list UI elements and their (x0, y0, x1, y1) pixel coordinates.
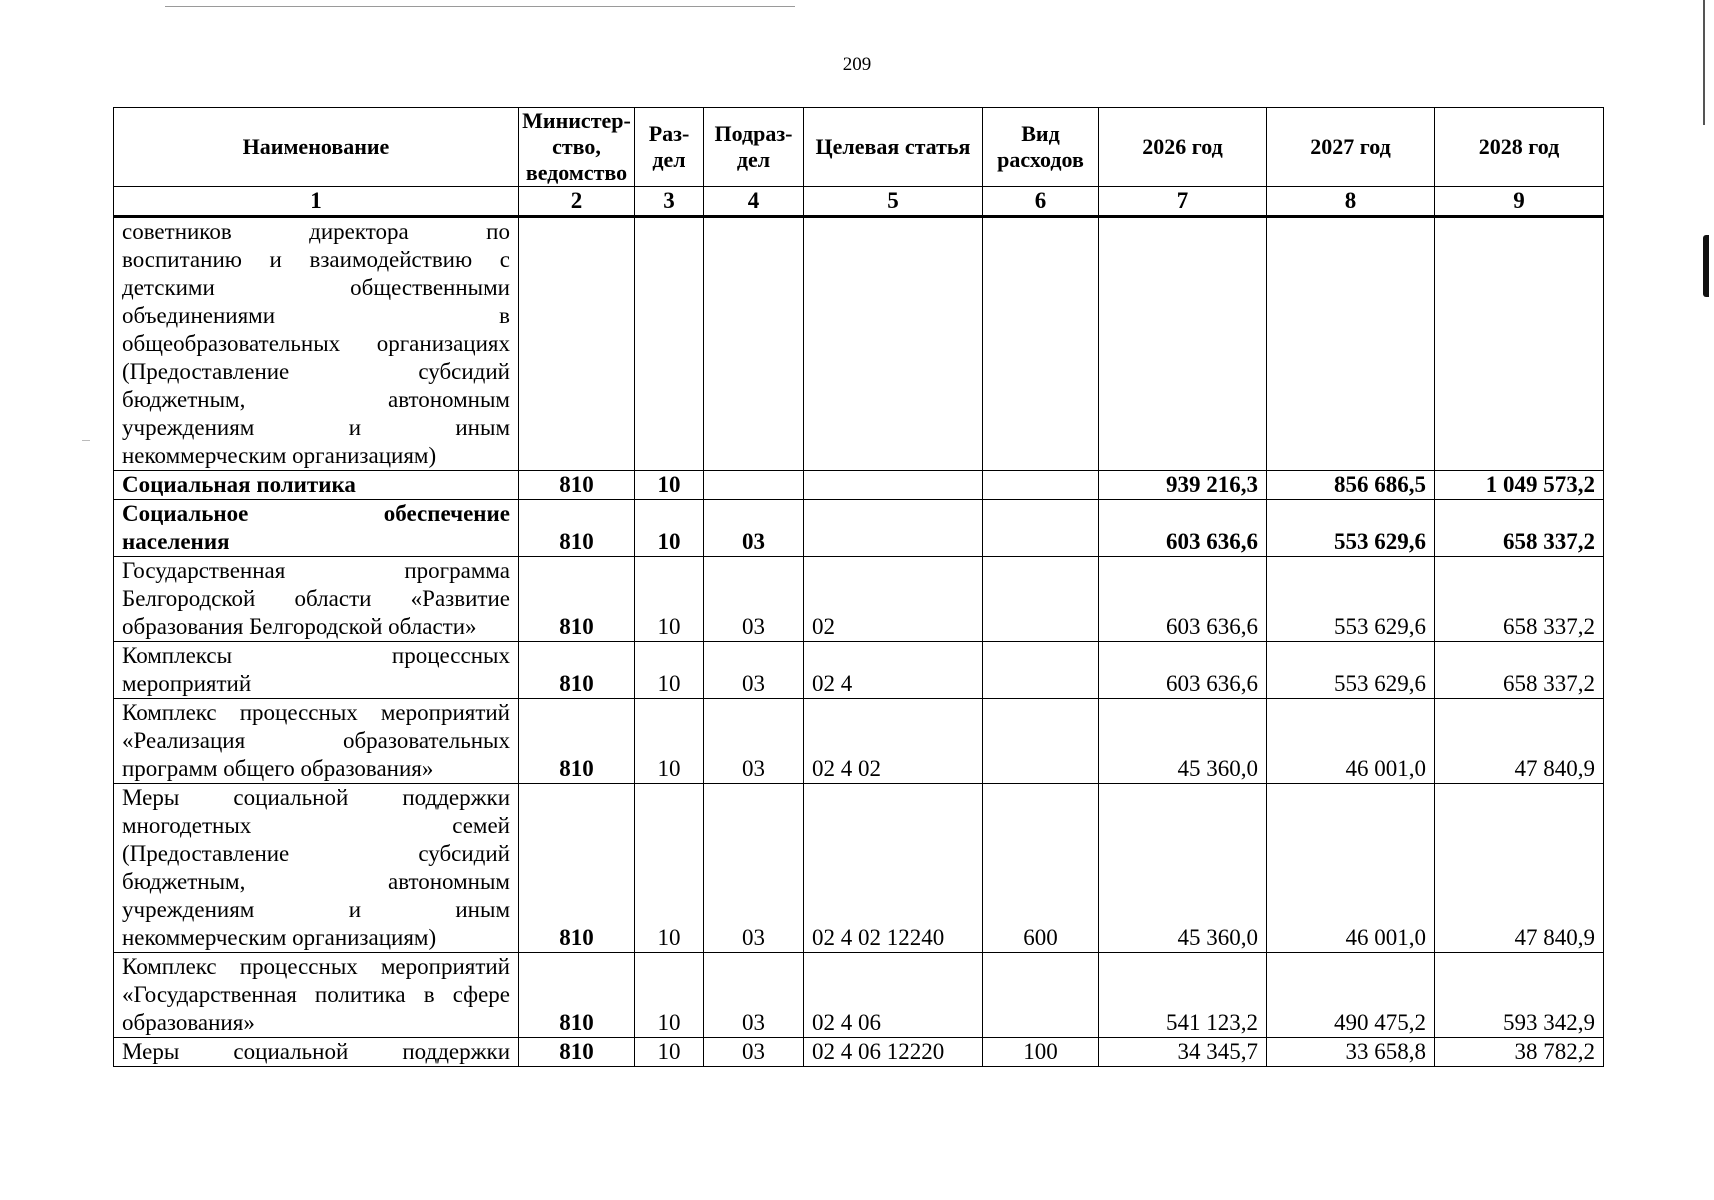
cell-2026: 603 636,6 (1099, 557, 1267, 642)
name-line: населения (122, 529, 230, 554)
cell-target: 02 (804, 557, 983, 642)
table-row (114, 557, 1604, 642)
cell-ministry: 810 (519, 471, 635, 500)
cell-2027: 46 001,0 (1267, 699, 1435, 784)
name-line: «Государственная политика в сфере (122, 982, 510, 1007)
cell-2026: 541 123,2 (1099, 953, 1267, 1038)
cell-name (114, 500, 519, 557)
name-line: Комплекс процессных мероприятий (122, 954, 510, 979)
cell-expense-type (983, 699, 1099, 784)
cell-section: 10 (635, 784, 704, 953)
cell-2028: 593 342,9 (1435, 953, 1604, 1038)
name-line: Социальное обеспечение (122, 501, 510, 526)
name-line: многодетных семей (122, 813, 510, 838)
cell-ministry: 810 (519, 1038, 635, 1067)
name-line: «Реализация образовательных (122, 728, 510, 753)
cell-2028: 658 337,2 (1435, 642, 1604, 699)
table-row (114, 784, 1604, 953)
cell-2027: 46 001,0 (1267, 784, 1435, 953)
name-line: общеобразовательных организациях (122, 331, 510, 356)
header-ministry: Министер-ство, ведомство (519, 108, 635, 187)
name-line: (Предоставление субсидий (122, 359, 510, 384)
cell-expense-type (983, 471, 1099, 500)
cell-target (804, 471, 983, 500)
cell-ministry: 810 (519, 557, 635, 642)
column-number: 1 (114, 187, 519, 217)
scan-speck (82, 440, 90, 441)
name-line: Меры социальной поддержки (122, 785, 510, 810)
page-number: 209 (842, 54, 872, 75)
cell-2028: 658 337,2 (1435, 557, 1604, 642)
name-line: Государственная программа (122, 558, 510, 583)
cell-name (114, 642, 519, 699)
cell-section: 10 (635, 1038, 704, 1067)
cell-expense-type (983, 217, 1099, 471)
cell-subsection (704, 471, 804, 500)
column-number: 9 (1435, 187, 1604, 217)
name-line: учреждениям и иным (122, 415, 510, 440)
cell-subsection: 03 (704, 557, 804, 642)
column-number: 4 (704, 187, 804, 217)
column-number: 2 (519, 187, 635, 217)
name-line: Комплексы процессных (122, 643, 510, 668)
table-row (114, 217, 1604, 471)
column-number: 3 (635, 187, 704, 217)
cell-ministry: 810 (519, 642, 635, 699)
cell-2028: 47 840,9 (1435, 699, 1604, 784)
cell-target (804, 217, 983, 471)
name-line: воспитанию и взаимодействию с (122, 247, 510, 272)
name-line: некоммерческим организациям) (122, 443, 437, 468)
cell-name (114, 471, 519, 500)
name-line: (Предоставление субсидий (122, 841, 510, 866)
cell-ministry (519, 217, 635, 471)
table-row (114, 699, 1604, 784)
cell-section: 10 (635, 699, 704, 784)
table-row (114, 1038, 1604, 1067)
cell-ministry: 810 (519, 699, 635, 784)
name-line: объединениями в (122, 303, 510, 328)
cell-subsection: 03 (704, 953, 804, 1038)
header-2026: 2026 год (1099, 108, 1267, 187)
cell-name (114, 953, 519, 1038)
name-line: учреждениям и иным (122, 897, 510, 922)
cell-section: 10 (635, 500, 704, 557)
cell-2028 (1435, 217, 1604, 471)
cell-2028: 47 840,9 (1435, 784, 1604, 953)
column-number: 5 (804, 187, 983, 217)
cell-subsection: 03 (704, 642, 804, 699)
cell-2027: 553 629,6 (1267, 557, 1435, 642)
cell-2026: 45 360,0 (1099, 699, 1267, 784)
cell-name (114, 699, 519, 784)
cell-2027: 490 475,2 (1267, 953, 1435, 1038)
cell-2027: 856 686,5 (1267, 471, 1435, 500)
cell-name (114, 1038, 519, 1067)
cell-name (114, 784, 519, 953)
cell-ministry: 810 (519, 953, 635, 1038)
name-line: советников директора по (122, 219, 510, 244)
cell-target: 02 4 (804, 642, 983, 699)
header-section: Раз-дел (635, 108, 704, 187)
name-line: некоммерческим организациям) (122, 925, 437, 950)
cell-section (635, 217, 704, 471)
column-number: 7 (1099, 187, 1267, 217)
table-row (114, 642, 1604, 699)
scan-binding-mark (1703, 235, 1709, 297)
name-line: Меры социальной поддержки (122, 1039, 510, 1064)
header-2028: 2028 год (1435, 108, 1604, 187)
cell-2026 (1099, 217, 1267, 471)
name-line: программ общего образования» (122, 756, 434, 781)
cell-2026: 45 360,0 (1099, 784, 1267, 953)
cell-expense-type: 100 (983, 1038, 1099, 1067)
cell-2026: 939 216,3 (1099, 471, 1267, 500)
header-2027: 2027 год (1267, 108, 1435, 187)
header-target: Целевая статья (804, 108, 983, 187)
cell-subsection: 03 (704, 699, 804, 784)
name-line: Комплекс процессных мероприятий (122, 700, 510, 725)
table-row (114, 471, 1604, 500)
cell-ministry: 810 (519, 784, 635, 953)
header-type: Вид расходов (983, 108, 1099, 187)
name-line: бюджетным, автономным (122, 869, 510, 894)
cell-target: 02 4 02 (804, 699, 983, 784)
cell-subsection: 03 (704, 784, 804, 953)
cell-2026: 603 636,6 (1099, 642, 1267, 699)
cell-subsection: 03 (704, 1038, 804, 1067)
budget-table (113, 107, 1604, 1067)
cell-target: 02 4 06 (804, 953, 983, 1038)
cell-subsection: 03 (704, 500, 804, 557)
column-number: 8 (1267, 187, 1435, 217)
cell-2027: 553 629,6 (1267, 500, 1435, 557)
cell-expense-type (983, 557, 1099, 642)
cell-target: 02 4 02 12240 (804, 784, 983, 953)
name-line: образования» (122, 1010, 255, 1035)
header-name: Наименование (114, 108, 519, 187)
cell-2026: 34 345,7 (1099, 1038, 1267, 1067)
scan-top-line (165, 6, 795, 7)
cell-section: 10 (635, 642, 704, 699)
cell-2028: 658 337,2 (1435, 500, 1604, 557)
name-line: детскими общественными (122, 275, 510, 300)
cell-2027: 33 658,8 (1267, 1038, 1435, 1067)
cell-2027 (1267, 217, 1435, 471)
cell-ministry: 810 (519, 500, 635, 557)
table-row (114, 953, 1604, 1038)
name-line: бюджетным, автономным (122, 387, 510, 412)
cell-2028: 38 782,2 (1435, 1038, 1604, 1067)
column-number-row (114, 187, 1604, 217)
cell-2028: 1 049 573,2 (1435, 471, 1604, 500)
cell-2027: 553 629,6 (1267, 642, 1435, 699)
cell-target: 02 4 06 12220 (804, 1038, 983, 1067)
cell-expense-type (983, 500, 1099, 557)
name-line: мероприятий (122, 671, 252, 696)
cell-subsection (704, 217, 804, 471)
cell-2026: 603 636,6 (1099, 500, 1267, 557)
header-subsection: Подраз-дел (704, 108, 804, 187)
column-number: 6 (983, 187, 1099, 217)
name-line: Социальная политика (122, 472, 356, 497)
cell-expense-type: 600 (983, 784, 1099, 953)
cell-expense-type (983, 953, 1099, 1038)
table-row (114, 500, 1604, 557)
header-row (114, 108, 1604, 187)
cell-section: 10 (635, 953, 704, 1038)
cell-section: 10 (635, 471, 704, 500)
cell-section: 10 (635, 557, 704, 642)
name-line: Белгородской области «Развитие (122, 586, 510, 611)
cell-expense-type (983, 642, 1099, 699)
cell-name (114, 557, 519, 642)
cell-name (114, 217, 519, 471)
name-line: образования Белгородской области» (122, 614, 477, 639)
cell-target (804, 500, 983, 557)
